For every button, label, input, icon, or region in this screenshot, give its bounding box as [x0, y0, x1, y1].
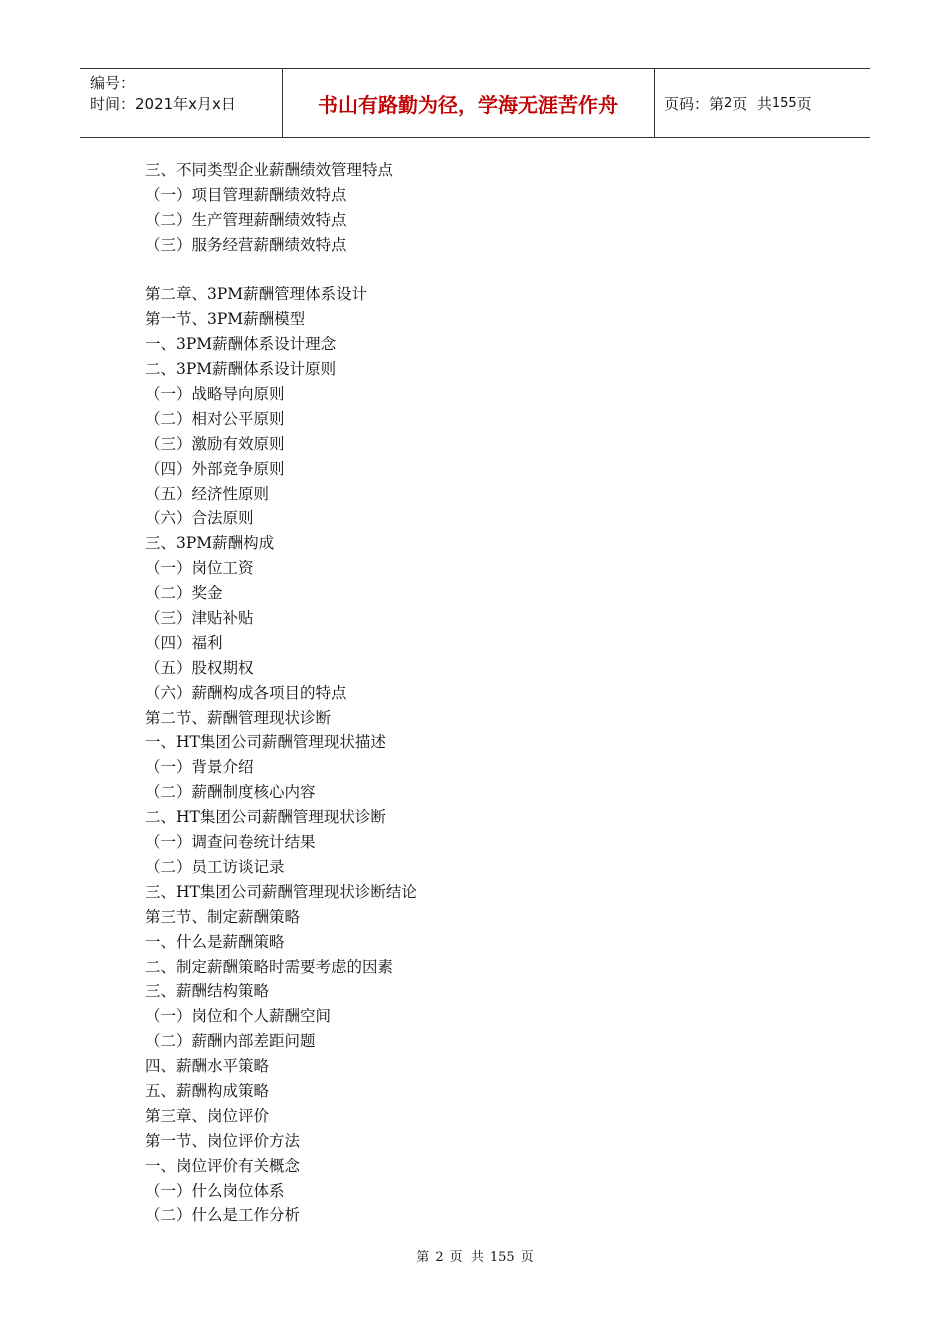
- page-number: 2: [724, 95, 733, 111]
- toc-line: 一、岗位评价有关概念: [145, 1156, 301, 1175]
- toc-line: 一、HT集团公司薪酬管理现状描述: [145, 733, 386, 752]
- header-page-info: [664, 69, 812, 137]
- toc-line: （一）背景介绍: [145, 758, 254, 777]
- toc-line: 四、薪酬水平策略: [145, 1057, 270, 1076]
- page-suffix: 页: [796, 94, 812, 113]
- page-footer: [0, 1246, 950, 1265]
- toc-line: （四）外部竞争原则: [145, 459, 285, 478]
- table-of-contents: [145, 158, 845, 1228]
- toc-line: （二）薪酬内部差距问题: [145, 1032, 316, 1051]
- time-label: 时间：2021年x月x日: [90, 95, 236, 113]
- toc-line: 第二章、3PM薪酬管理体系设计: [145, 285, 368, 304]
- page-mid: 页 共: [732, 94, 772, 113]
- toc-line: （三）激励有效原则: [145, 434, 285, 453]
- toc-line: （六）合法原则: [145, 509, 254, 528]
- toc-line: 三、不同类型企业薪酬绩效管理特点: [145, 161, 394, 179]
- toc-line: 一、什么是薪酬策略: [145, 932, 285, 951]
- toc-line: （三）服务经营薪酬绩效特点: [145, 235, 347, 254]
- toc-line: 三、薪酬结构策略: [145, 982, 270, 1001]
- toc-line: （一）岗位工资: [145, 559, 254, 578]
- toc-line: （二）相对公平原则: [145, 409, 285, 428]
- toc-line: （一）什么岗位体系: [145, 1181, 285, 1200]
- toc-line: 五、薪酬构成策略: [145, 1081, 270, 1100]
- footer-page: 2: [435, 1250, 444, 1265]
- total-pages: 155: [771, 95, 797, 111]
- page-prefix: 页码：第: [664, 94, 725, 113]
- toc-line: （一）岗位和个人薪酬空间: [145, 1007, 332, 1026]
- toc-line: 二、制定薪酬策略时需要考虑的因素: [145, 957, 394, 976]
- toc-line: 一、3PM薪酬体系设计理念: [145, 335, 337, 354]
- toc-line: 第三章、岗位评价: [145, 1106, 270, 1125]
- toc-line: （五）股权期权: [145, 658, 254, 677]
- number-label: 编号：: [90, 74, 136, 92]
- toc-line: （二）奖金: [145, 584, 223, 603]
- toc-line: 第三节、制定薪酬策略: [145, 907, 301, 926]
- header-divider: [654, 69, 655, 137]
- toc-line: （三）津贴补贴: [145, 609, 254, 628]
- toc-line: （二）员工访谈记录: [145, 857, 285, 876]
- blank-line: [145, 258, 845, 283]
- header-meta: [90, 73, 280, 115]
- toc-line: （二）什么是工作分析: [145, 1206, 301, 1225]
- toc-line: （五）经济性原则: [145, 484, 270, 503]
- toc-line: （四）福利: [145, 633, 223, 652]
- footer-total: 155: [489, 1250, 515, 1265]
- footer-prefix: 第: [416, 1250, 430, 1265]
- toc-line: 三、HT集团公司薪酬管理现状诊断结论: [145, 882, 417, 901]
- toc-line: 第一节、3PM薪酬模型: [145, 310, 306, 329]
- toc-line: （二）生产管理薪酬绩效特点: [145, 210, 347, 229]
- page-header: [80, 68, 870, 138]
- toc-line: （一）战略导向原则: [145, 385, 285, 404]
- footer-suffix: 页: [520, 1250, 534, 1265]
- toc-line: 三、3PM薪酬构成: [145, 534, 275, 553]
- toc-line: 第一节、岗位评价方法: [145, 1131, 301, 1150]
- toc-line: （二）薪酬制度核心内容: [145, 783, 316, 802]
- header-motto: 书山有路勤为径，学海无涯苦作舟: [318, 92, 618, 117]
- toc-line: 二、3PM薪酬体系设计原则: [145, 360, 337, 379]
- footer-mid: 页 共: [449, 1250, 484, 1265]
- toc-line: （六）薪酬构成各项目的特点: [145, 683, 347, 702]
- toc-line: （一）调查问卷统计结果: [145, 833, 316, 852]
- toc-line: 第二节、薪酬管理现状诊断: [145, 708, 332, 727]
- toc-line: 二、HT集团公司薪酬管理现状诊断: [145, 808, 386, 827]
- toc-line: （一）项目管理薪酬绩效特点: [145, 185, 347, 204]
